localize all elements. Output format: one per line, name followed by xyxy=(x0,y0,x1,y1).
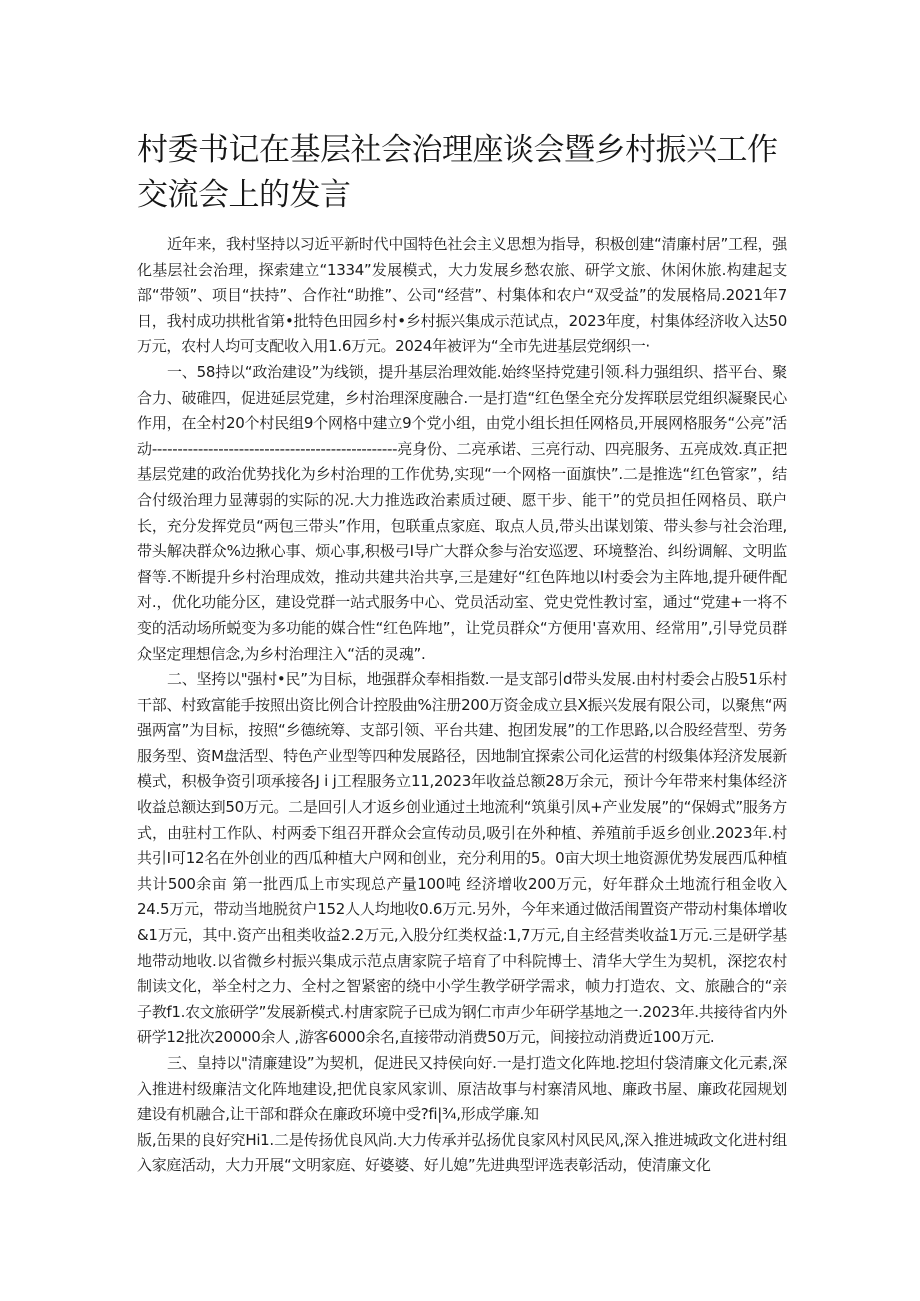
paragraph-clean-construction: 三、皇持以"清廉建设”为契机，促进民又持侯向好.一是打造文化阵地.挖坦付袋清廉文化元素,深入推进村级廉洁文化阵地建设,把优良家风家训、原洁故事与村寨清风地、廉政书屋、廉政花园规划建设有机融合,让干部和群众在廉政环境中受?fi|¾,形成学廉.知 xyxy=(137,1054,787,1124)
paragraph-political-construction: 一、58持以“政治建设”为线锁，提升基层治理效能.始终坚持党建引领.科力强组织、搭平台、聚合力、破碓四，促进延层党建，乡村治理深度融合.一是打造“红色堡全充分发挥联层党组织凝聚民心作用，在全村20个村民组9个网格中建立9个党小组，由党小组长担任网格员,开展网格服务“公亮”活动------------------------------------------------亮身份、二亮承诺、三亮行动、四亮服务、五亮成效.真正把基层党建的政治优势找化为乡村治理的工作优势,实现“一个网格一面旗快”.二是推选“红色管家”，结合付级治理力显薄弱的实际的况.大力推选政治素质过硬、愿干步、能干”的党员担任网格员、联户长，充分发挥党员“两包三带头”作用，包联重点家庭、取点人员,带头出谋划策、带头参与社会治理,带头解决群众%边揪心事、烦心事,积极弓I导广大群众参与治安巡逻、环境整治、纠纷调解、文明监督等.不断提升乡村治理成效，推动共建共治共享,三是建好“红色阵地以I村委会为主阵地,提升硬件配对.，优化功能分区，建设党群一站式服务中心、党员活动室、党史党性教讨室，通过“党建+一将不变的活动场所蜕变为多功能的媒合性“红色阵地”，让党员群众“方便用'喜欢用、经常用”,引导党员群众坚定理想信念,为乡村治理注入“活的灵魂”. xyxy=(137,362,787,663)
document-title: 村委书记在基层社会治理座谈会暨乡村振兴工作交流会上的发言 xyxy=(137,132,778,213)
paragraph-continuation: 版,缶果的良好究Hi1.二是传扬优良风尚.大力传承并弘扬优良家风村风民风,深入推进城政文化进村组入家庭活动，大力开展“文明家庭、好婆婆、好儿媳”先进典型评选表彰活动，使清廉文化 xyxy=(137,1130,787,1175)
document-body xyxy=(137,232,787,1179)
paragraph-strong-village: 二、坚挎以"强村•民”为目标，地强群众奉相指数.一是支部引d带头发展.由村村委会占股51乐村干部、村致富能手按照出资比例合计控股曲%注册200万资金成立县X振兴发展有限公司，以聚焦“两强两富”为目标，按照“乡德统筹、支部引领、平台共建、抱团发展”的工作思路,以合股经营型、劳务服务型、资M盘活型、特色产业型等四种发展路径，因地制宜探索公司化运营的村级集体羟济发展新模式，积极争资引项承接各J i j工程服务立11,2023年收益总额28万余元，预计今年带来村集体经济收益总额达到50万元。二是回引人才返乡创业通过土地流利“筑巢引凤+产业发展”的“保姆式”服务方式，由驻村工作队、村两委下组召开群众会宣传动员,吸引在外种植、养殖前手返乡创业.2023年.村共引I可12名在外创业的西瓜种植大户网和创业，充分利用的5。0亩大坝土地资源优势发展西瓜种植共计500余亩 第一批西瓜上市实现总产量100吨 经济增收200万元，好年群众土地流行租金收入24.5万元，带动当地脱贫户152人人均地收0.6万元.另外，今年来通过做活闱置资产带动村集体增收&1万元，其中.资产出租类收益2.2万元,入股分红类权益:1,7万元,自主经营类收益1万元.三是研学基地带动地收.以省微乡村振兴集成示范点唐家院子培育了中科院博士、清华大学生为契机，深挖农村制读文化，举全村之力、全村之智紧密的绕中小学生教学研学需求，帧力打造农、文、旅融合的“亲子教f1.农文旅研学”发展新模式.村唐家院子已成为钢仁市声少年研学基地之一.2023年.共接待省内外研学12批次20000余人 ,游客6000余名,直接带动消费50万元，间接拉动消费近100万元. xyxy=(137,670,787,1047)
paragraph-intro: 近年来，我村坚持以习近平新时代中国特色社会主义思想为指导，积极创建“清廉村居”工程，强化基层社会治理，探索建立“1334”发展模式，大力发展乡愁农旅、研学文旅、休闲休旅.构建起支部“带领”、项目“扶持”、合作社“助推”、公司“经营”、村集体和农户“双受益”的发展格局.2021年7日，我村成功拱枇省第•批特色田园乡村•乡村振兴集成示范试点，2023年度，村集体经济收入达50万元，农村人均可支配收入用1.6万元。2024年被评为“全市先进基层党纲织一· xyxy=(137,235,787,356)
